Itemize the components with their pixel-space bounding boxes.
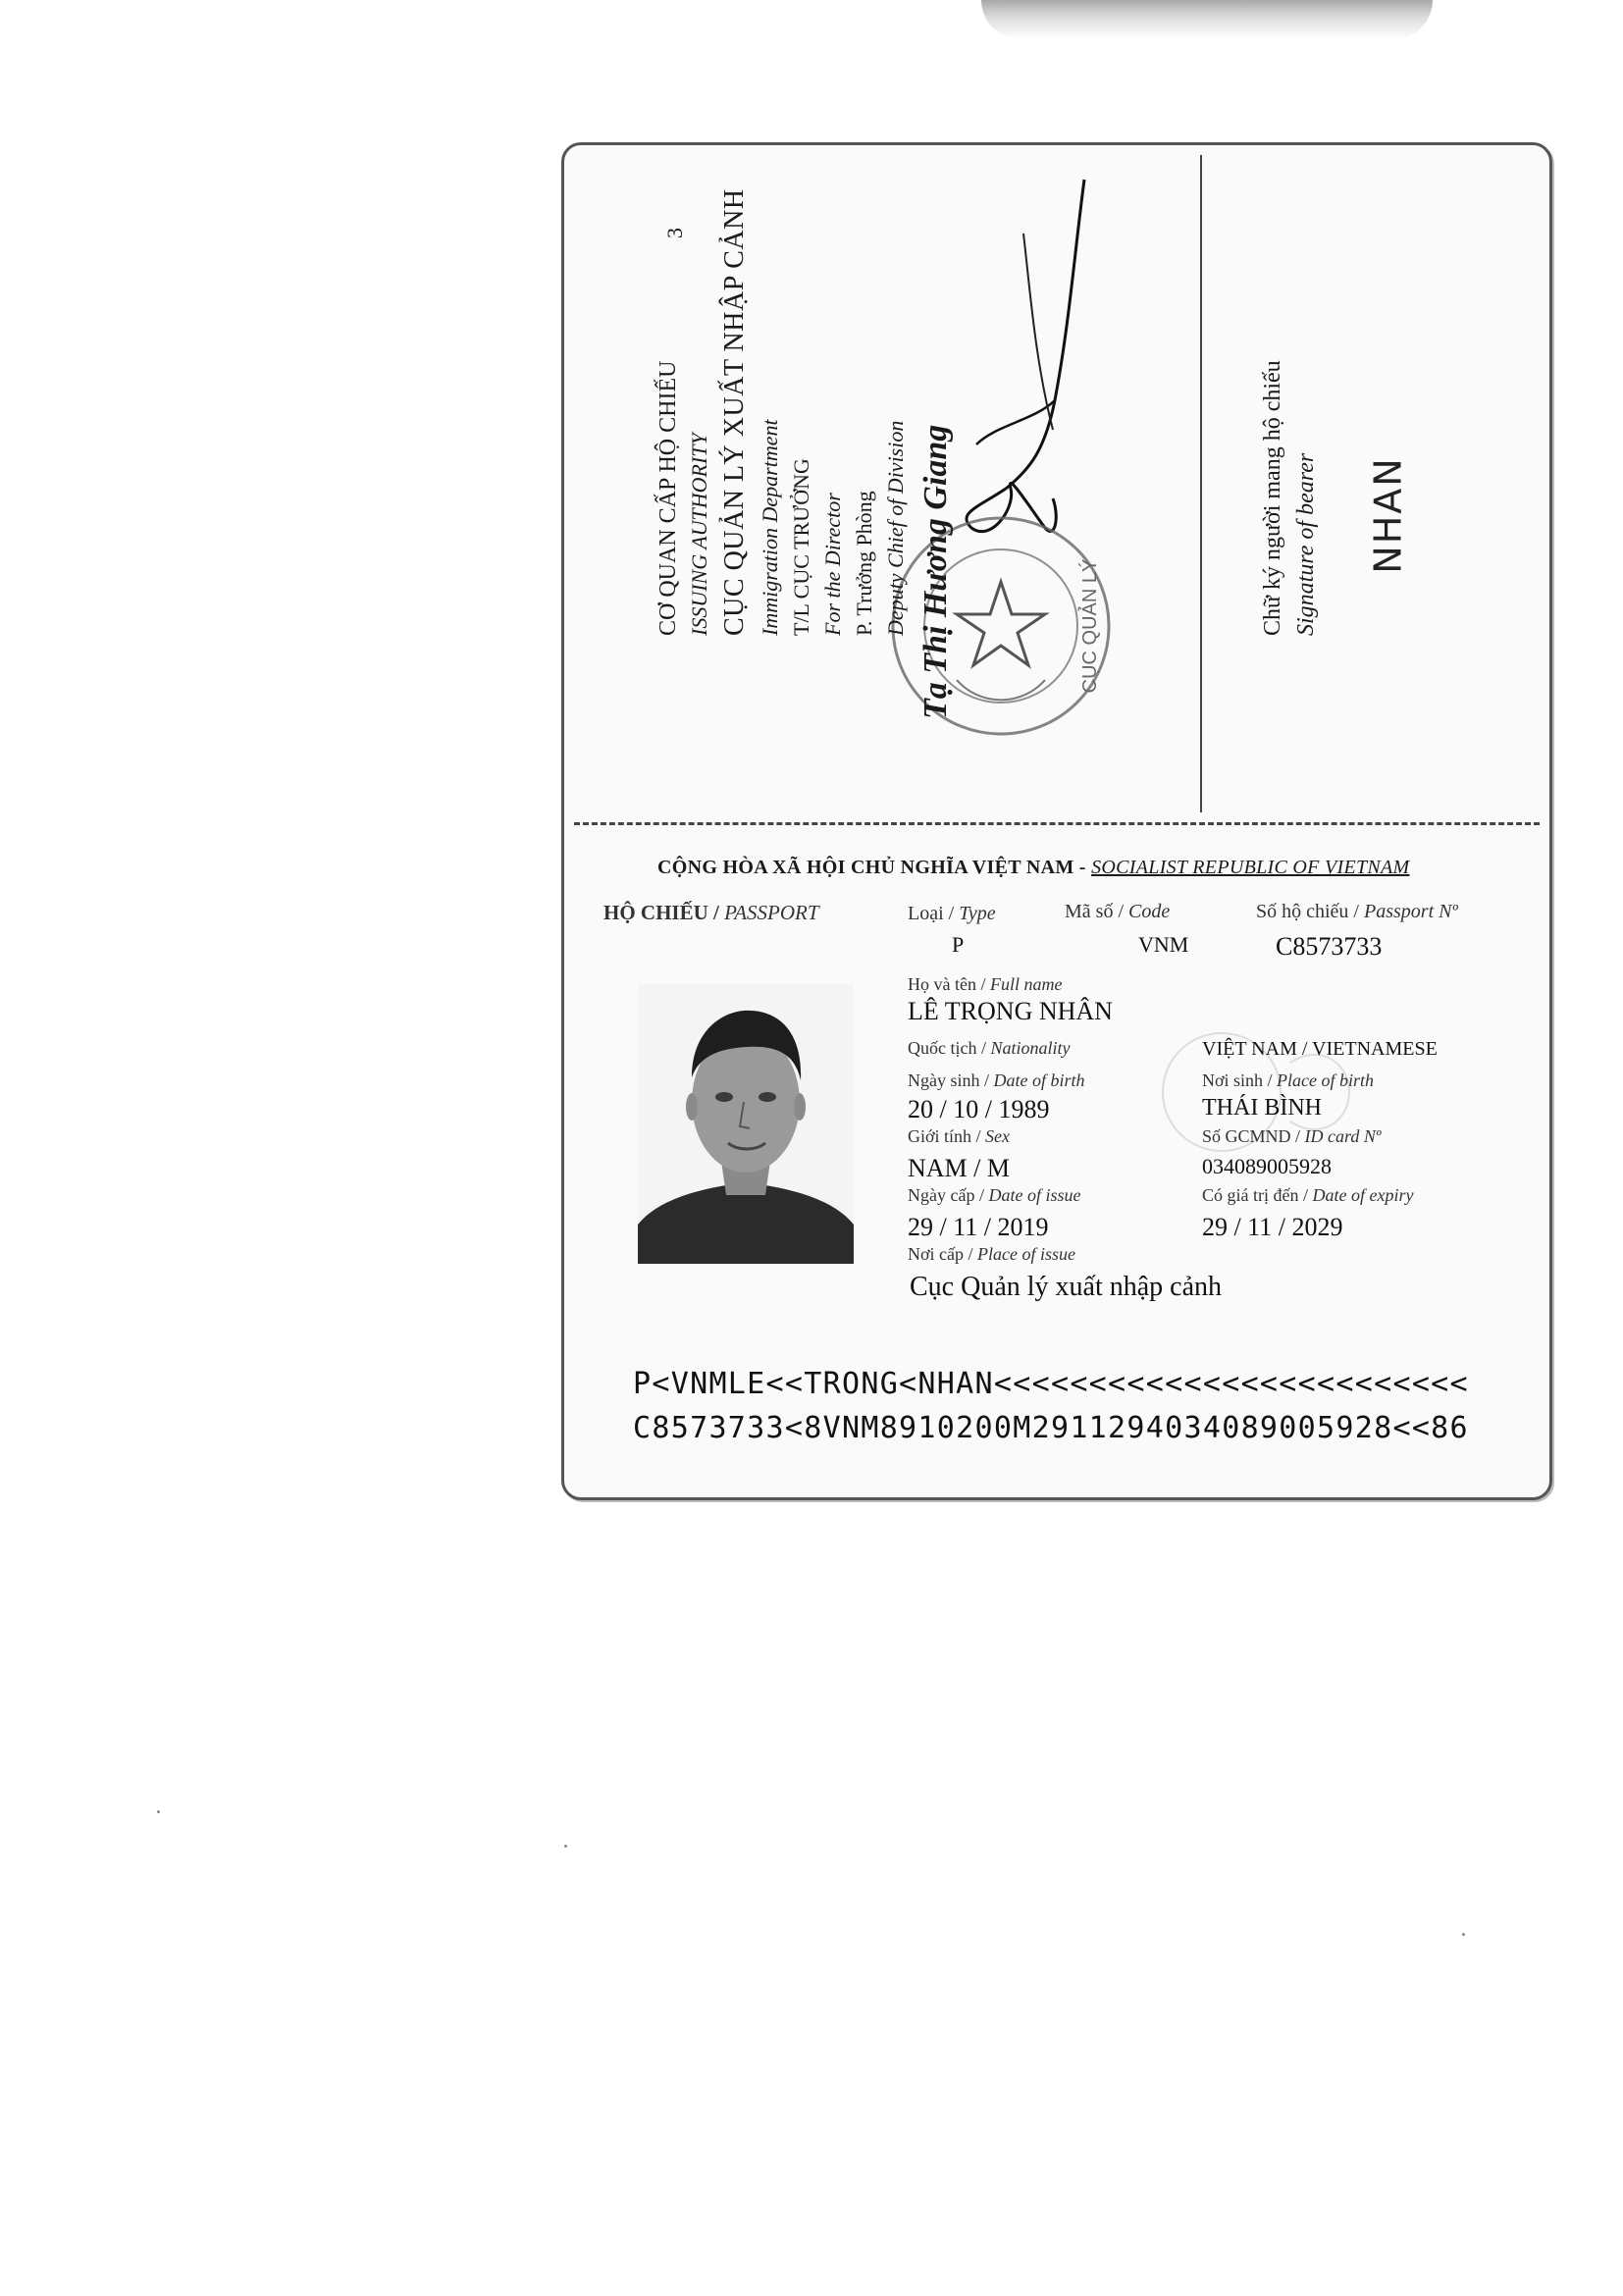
date-of-issue-value: 29 / 11 / 2019 [908, 1213, 1049, 1241]
scan-speck [157, 1810, 160, 1813]
id-card-label: Số GCMND / ID card Nº [1202, 1126, 1382, 1146]
date-of-birth-value: 20 / 10 / 1989 [908, 1095, 1050, 1123]
place-of-issue-value: Cục Quản lý xuất nhập cảnh [910, 1272, 1223, 1302]
place-of-birth-value: THÁI BÌNH [1202, 1095, 1322, 1121]
scan-speck [1462, 1933, 1465, 1936]
bearer-signature-label-en: Signature of bearer [1293, 452, 1319, 636]
bearer-signature-label-vn: Chữ ký người mang hộ chiếu [1260, 360, 1285, 636]
full-name-label: Họ và tên / Full name [908, 974, 1063, 994]
signatory-name: Tạ Thị Hương Giang [917, 424, 954, 719]
nationality-value: VIỆT NAM / VIETNAMESE [1202, 1038, 1438, 1060]
mrz-line-1: P<VNMLE<<TRONG<NHAN<<<<<<<<<<<<<<<<<<<<<<<<< [633, 1367, 1469, 1401]
issuing-authority-block [653, 188, 912, 636]
code-value: VNM [1138, 932, 1189, 957]
signature-page [564, 145, 1549, 822]
issuing-authority-vn: CƠ QUAN CẤP HỘ CHIẾU [655, 360, 681, 636]
scan-edge-shadow [981, 0, 1433, 39]
type-label: Loại / Type [908, 903, 996, 924]
page-divider [1200, 155, 1202, 812]
scan-speck [564, 1845, 567, 1848]
seal-text: CỤC QUẢN LÝ [1079, 558, 1101, 694]
date-of-expiry-value: 29 / 11 / 2029 [1202, 1213, 1343, 1241]
nationality-label: Quốc tịch / Nationality [908, 1038, 1071, 1058]
page-number: 3 [662, 228, 687, 238]
mrz-line-2: C8573733<8VNM8910200M2911294034089005928<<86 [633, 1411, 1469, 1445]
sex-label: Giới tính / Sex [908, 1126, 1011, 1146]
full-name-value: LÊ TRỌNG NHÂN [908, 997, 1113, 1025]
place-of-birth-label: Nơi sinh / Place of birth [1202, 1070, 1375, 1090]
country-vn: CỘNG HÒA XÃ HỘI CHỦ NGHĨA VIỆT NAM - [657, 857, 1092, 878]
sex-value: NAM / M [908, 1154, 1011, 1182]
department-vn: CỤC QUẢN LÝ XUẤT NHẬP CẢNH [719, 188, 750, 636]
fold-line [574, 822, 1540, 825]
passport-number-label: Số hộ chiếu / Passport Nº [1256, 901, 1458, 922]
document-type-label: HỘ CHIẾU / PASSPORT [603, 901, 819, 924]
place-of-issue-label: Nơi cấp / Place of issue [908, 1244, 1075, 1264]
department-en: Immigration Department [758, 419, 782, 636]
type-value: P [952, 932, 965, 957]
bearer-signature: NHAN [1366, 456, 1410, 574]
id-card-value: 034089005928 [1202, 1154, 1332, 1178]
passport-spread [561, 142, 1552, 1500]
issuing-authority-en: ISSUING AUTHORITY [687, 433, 711, 636]
deputy-en: Deputy Chief of Division [883, 420, 908, 636]
date-of-birth-label: Ngày sinh / Date of birth [908, 1070, 1085, 1090]
country-en: SOCIALIST REPUBLIC OF VIETNAM [1091, 857, 1410, 878]
date-of-expiry-label: Có giá trị đến / Date of expiry [1202, 1185, 1414, 1205]
deputy-vn: P. Trưởng Phòng [852, 491, 876, 636]
date-of-issue-label: Ngày cấp / Date of issue [908, 1185, 1081, 1205]
holder-photo [638, 984, 854, 1264]
code-label: Mã số / Code [1065, 901, 1171, 922]
country-header [657, 857, 1410, 879]
for-director-en: For the Director [820, 493, 845, 636]
passport-number-value: C8573733 [1276, 932, 1383, 961]
bearer-signature-block [1256, 360, 1323, 636]
for-director-vn: T/L CỤC TRƯỞNG [789, 458, 813, 636]
